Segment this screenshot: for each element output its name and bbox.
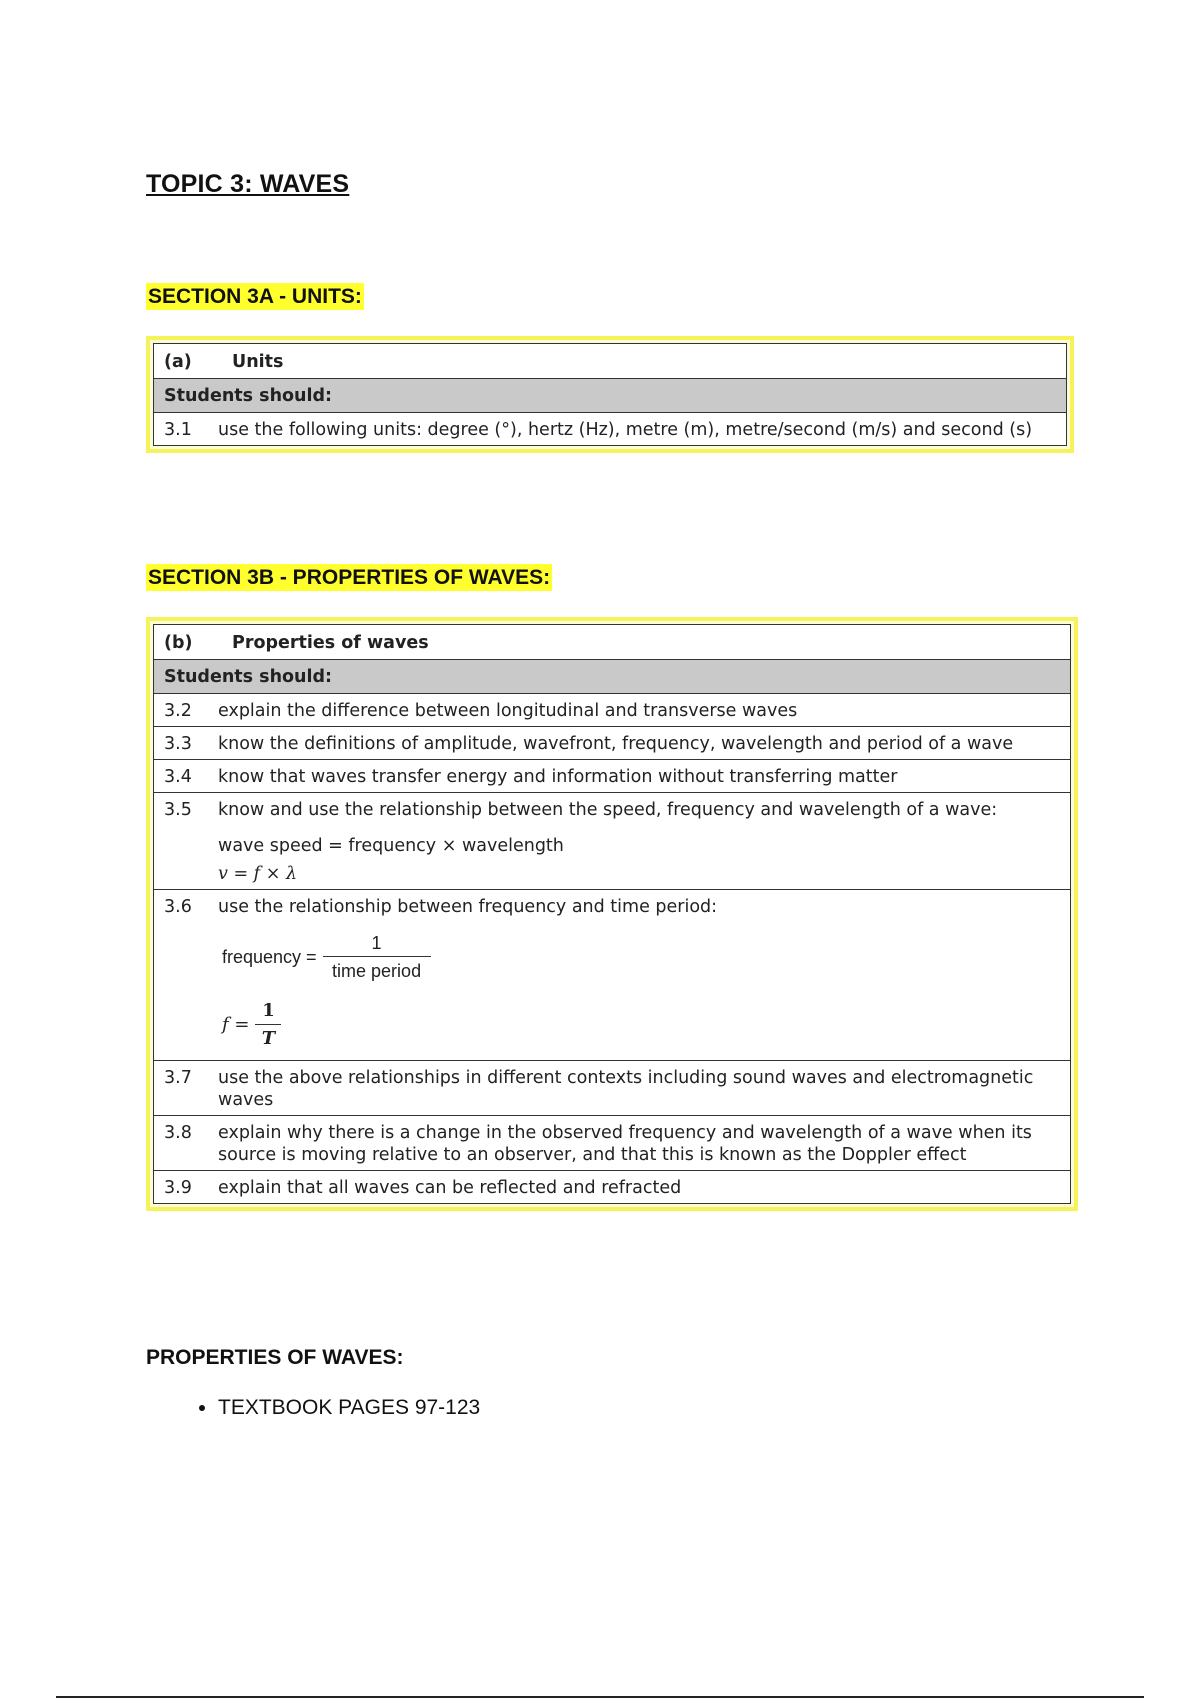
- spec-text: know the definitions of amplitude, wavefront, frequency, wavelength and period of a wave: [212, 727, 1071, 760]
- spec-text: know that waves transfer energy and information without transferring matter: [212, 760, 1071, 793]
- spec-number: 3.5: [154, 793, 213, 890]
- students-should-row: [154, 660, 1071, 694]
- spec-number: 3.1: [154, 413, 213, 446]
- students-should-label: Students should:: [154, 660, 1071, 694]
- reference-list: [186, 1396, 480, 1420]
- spec-header-row: [154, 344, 1067, 379]
- spec-row: [154, 1171, 1071, 1204]
- page-bottom-divider: [56, 1696, 1144, 1698]
- section-3a-heading: SECTION 3A - UNITS:: [148, 285, 362, 308]
- spec-text: explain the difference between longitudinal and transverse waves: [212, 694, 1071, 727]
- spec-row: [154, 890, 1071, 1061]
- spec-text: use the relationship between frequency and time period:: [218, 897, 718, 917]
- spec-header-row: [154, 625, 1071, 660]
- spec-number: 3.3: [154, 727, 213, 760]
- frequency-fraction-symbols: [222, 1000, 1060, 1050]
- fraction: [323, 932, 431, 982]
- fraction: [255, 1000, 281, 1050]
- spec-number: 3.4: [154, 760, 213, 793]
- wave-speed-formula-words: wave speed = frequency × wavelength: [218, 836, 564, 856]
- spec-row: [154, 694, 1071, 727]
- students-should-label: Students should:: [154, 379, 1067, 413]
- spec-text-with-formula: [212, 793, 1071, 890]
- section-3b-heading: SECTION 3B - PROPERTIES OF WAVES:: [148, 566, 551, 589]
- spec-code: (a): [164, 352, 192, 372]
- spec-name: Properties of waves: [232, 633, 429, 653]
- units-spec-table: [153, 343, 1067, 446]
- spec-row: [154, 760, 1071, 793]
- properties-spec-table: [153, 624, 1071, 1204]
- wave-speed-formula-symbols: v = f × λ: [218, 864, 298, 884]
- properties-spec-box: [146, 617, 1078, 1211]
- spec-number: 3.2: [154, 694, 213, 727]
- frequency-fraction-words: [222, 932, 1060, 982]
- spec-number: 3.6: [154, 890, 213, 1061]
- page-title: TOPIC 3: WAVES: [146, 170, 350, 198]
- spec-name: Units: [232, 352, 284, 372]
- units-spec-box: [146, 336, 1074, 453]
- spec-header-cell: [154, 344, 1067, 379]
- students-should-row: [154, 379, 1067, 413]
- spec-number: 3.7: [154, 1061, 213, 1116]
- spec-row: [154, 413, 1067, 446]
- spec-text: know and use the relationship between the speed, frequency and wavelength of a wave:: [218, 800, 998, 820]
- spec-row: [154, 1116, 1071, 1171]
- spec-text: use the following units: degree (°), hertz (Hz), metre (m), metre/second (m/s) and second (s): [212, 413, 1067, 446]
- fraction-label: f =: [222, 1014, 250, 1035]
- spec-row: [154, 793, 1071, 890]
- fraction-numerator: 1: [255, 1000, 281, 1025]
- fraction-denominator: time period: [332, 961, 422, 981]
- fraction-label: frequency =: [222, 947, 317, 967]
- spec-text-with-formula: [212, 890, 1071, 1061]
- properties-heading: PROPERTIES OF WAVES:: [146, 1346, 404, 1369]
- spec-text: use the above relationships in different contexts including sound waves and electromagnetic waves: [212, 1061, 1071, 1116]
- spec-text: explain that all waves can be reflected and refracted: [212, 1171, 1071, 1204]
- spec-header-cell: [154, 625, 1071, 660]
- spec-row: [154, 1061, 1071, 1116]
- spec-text: explain why there is a change in the observed frequency and wavelength of a wave when its source is moving relative to an observer, and that this is known as the Doppler effect: [212, 1116, 1071, 1171]
- fraction-denominator: T: [261, 1028, 276, 1049]
- list-item: • TEXTBOOK PAGES 97-123: [218, 1396, 480, 1420]
- spec-number: 3.9: [154, 1171, 213, 1204]
- spec-code: (b): [164, 633, 193, 653]
- fraction-numerator: 1: [323, 932, 431, 957]
- spec-number: 3.8: [154, 1116, 213, 1171]
- spec-row: [154, 727, 1071, 760]
